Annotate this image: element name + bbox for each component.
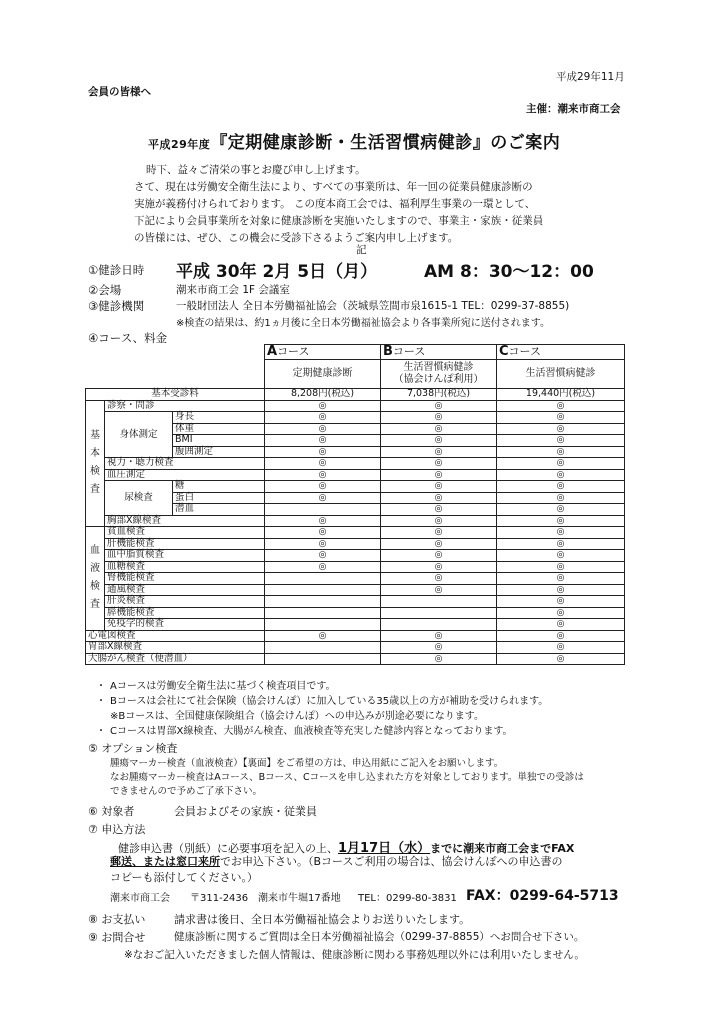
course-b-mark: ◎ [381,481,497,493]
exam-label: 貧血検査 [105,527,265,539]
course-a-mark [265,619,381,631]
course-b-mark: ◎ [381,504,497,516]
privacy-note: ※なおご記入いただきました個人情報は、健康診断に関わる事務処理以外には利用いたしません。 [124,949,585,961]
course-a-mark: ◎ [265,481,381,493]
note-bullet: ・ [96,681,106,692]
course-c-header: Cコース [497,345,625,360]
exam-label: 肝機能検査 [105,538,265,550]
course-b-mark: ◎ [381,630,497,642]
note-bullet: ・ [96,696,106,707]
course-c-mark: ◎ [497,469,625,481]
intro-line: 下記により会員事業所を対象に健康診断を実施いたしますので、事業主・家族・従業員 [134,215,544,227]
exam-label: 診察・問診 [105,400,265,412]
course-b-mark: ◎ [381,584,497,596]
base-fee-label: 基本受診料 [86,389,265,401]
course-c-mark: ◎ [497,423,625,435]
course-a-mark [265,607,381,619]
contact-fax: FAX：0299-64-5713 [466,888,619,904]
org-label: ③健診機関 [88,299,145,313]
course-b-mark [381,596,497,608]
course-b-mark: ◎ [381,435,497,447]
course-c-price: 19,440円(税込) [497,389,625,401]
contact-name: 潮来市商工会 [110,893,170,904]
course-b-mark: ◎ [381,469,497,481]
page-title [148,128,560,153]
course-c-mark: ◎ [497,400,625,412]
course-c-mark: ◎ [497,435,625,447]
exam-row [86,642,625,654]
course-a-mark: ◎ [265,400,381,412]
course-b-header: Bコース [381,345,497,360]
course-b-mark: ◎ [381,561,497,573]
exam-label: 胃部X線検査 [86,642,265,654]
exam-label: 血糖検査 [105,561,265,573]
exam-label: 大腸がん検査（便潜血） [86,653,265,665]
course-b-mark: ◎ [381,550,497,562]
exam-row [86,653,625,665]
course-a-mark: ◎ [265,469,381,481]
course-c-mark: ◎ [497,492,625,504]
course-c-name: 生活習慣病健診 [497,360,625,389]
option-label: ⑤ オプション検査 [88,742,178,755]
course-b-mark: ◎ [381,653,497,665]
exam-label: 視力・聴力検査 [105,458,265,470]
course-a-mark [265,653,381,665]
category-basic: 基本検査 [86,400,105,527]
course-b-mark [381,607,497,619]
exam-label: 心電図検査 [86,630,265,642]
course-a-mark: ◎ [265,561,381,573]
course-c-mark: ◎ [497,642,625,654]
exam-label: 潜血 [173,504,265,516]
note-line: Aコースは労働安全衛生法に基づく検査項目です。 [110,681,336,692]
course-b-name: 生活習慣病健診 （協会けんぽ利用） [381,360,497,389]
exam-label: 膵機能検査 [105,607,265,619]
group-body-measure: 身体測定 [105,412,173,458]
exam-row [86,596,625,608]
exam-label: 免疫学的検査 [105,619,265,631]
course-b-mark: ◎ [381,458,497,470]
org-value: 一般財団法人 全日本労働福祉協会（茨城県笠間市泉1615-1 TEL：0299-37-8855) [176,300,570,312]
target-label: ⑥ 対象者 [88,805,135,818]
note-line: Cコースは胃部X線検査、大腸がん検査、血液検査等充実した健診内容となっております。 [110,726,513,737]
course-c-mark: ◎ [497,619,625,631]
note-line: Bコースは会社にて社会保険（協会けんぽ）に加入している35歳以上の方が補助を受けられます。 [110,696,549,707]
exam-row [86,458,625,470]
exam-row [86,573,625,585]
course-b-mark: ◎ [381,412,497,424]
ki-heading: 記 [356,244,367,256]
course-a-mark [265,573,381,585]
course-b-mark: ◎ [381,400,497,412]
course-a-price: 8,208円(税込) [265,389,381,401]
category-blood: 血液検査 [86,527,105,631]
course-a-mark: ◎ [265,492,381,504]
note-bullet: ・ [96,726,106,737]
course-b-mark: ◎ [381,423,497,435]
exam-label: 糖 [173,481,265,493]
course-c-mark: ◎ [497,573,625,585]
option-line: できませんので予めご了承下さい。 [110,786,263,797]
date-label: ①健診日時 [88,263,145,277]
course-a-mark [265,596,381,608]
course-a-header: Aコース [265,345,381,360]
exam-label: 血中脂質検査 [105,550,265,562]
exam-label: 蛋白 [173,492,265,504]
course-table [85,344,625,665]
exam-row [86,469,625,481]
course-c-mark: ◎ [497,607,625,619]
intro-line: さて、現在は労働安全衛生法により、すべての事業所は、年一回の従業員健康診断の [134,181,533,193]
course-label: ④コース、料金 [88,331,168,345]
title-era: 平成29年度 [148,138,211,151]
intro-line: 時下、益々ご清栄の事とお慶び申し上げます。 [146,164,366,176]
inquiry-value: 健康診断に関するご質問は全日本労働福祉協会（0299-37-8855）へお問合せ下さい。 [174,931,585,943]
exam-label: 体重 [173,423,265,435]
exam-row [86,630,625,642]
course-a-mark: ◎ [265,550,381,562]
note-line: ※Bコースは、全国健康保険組合（協会けんぽ）への申込みが別途必要になります。 [110,711,484,722]
group-urine: 尿検査 [105,481,173,516]
course-b-mark: ◎ [381,515,497,527]
exam-label: 通風検査 [105,584,265,596]
option-line: なお腫瘍マーカー検査はAコース、Bコース、Cコースを申し込まれた方を対象としております。単独での受診は [110,772,584,783]
exam-label: 腎機能検査 [105,573,265,585]
course-b-mark: ◎ [381,446,497,458]
course-a-mark: ◎ [265,527,381,539]
course-c-mark: ◎ [497,653,625,665]
exam-label: 身長 [173,412,265,424]
exam-label: 肝炎検査 [105,596,265,608]
course-a-mark [265,642,381,654]
course-b-price: 7,038円(税込) [381,389,497,401]
exam-row [86,619,625,631]
course-c-mark: ◎ [497,561,625,573]
exam-row [86,538,625,550]
course-c-mark: ◎ [497,630,625,642]
venue-value: 潮来市商工会 1F 会議室 [176,284,290,296]
contact-tel: TEL：0299-80-3831 [358,893,457,904]
exam-row [86,515,625,527]
exam-row [86,584,625,596]
course-a-mark [265,504,381,516]
exam-label: 胸部X線検査 [105,515,265,527]
course-a-name: 定期健康診断 [265,360,381,389]
contact-address: 潮来市牛堀17番地 [258,893,341,904]
venue-label: ②会場 [88,283,122,297]
exam-row [86,400,625,412]
apply-line-3: コピーも添付してください。） [110,871,259,884]
course-c-mark: ◎ [497,504,625,516]
host-organization: 主催：潮来市商工会 [526,103,621,115]
exam-row [86,481,625,493]
time-value: AM 8：30～12：00 [424,262,594,282]
exam-row [86,550,625,562]
course-a-mark: ◎ [265,435,381,447]
course-a-mark: ◎ [265,446,381,458]
document-date: 平成29年11月 [556,71,625,83]
course-b-mark: ◎ [381,492,497,504]
org-note: ※検査の結果は、約1ヵ月後に全日本労働福祉協会より各事業所宛に送付されます。 [176,318,550,329]
course-c-mark: ◎ [497,515,625,527]
addressee: 会員の皆様へ [88,86,151,98]
course-a-mark [265,584,381,596]
course-c-mark: ◎ [497,584,625,596]
course-a-mark: ◎ [265,538,381,550]
exam-row [86,607,625,619]
course-a-mark: ◎ [265,458,381,470]
course-c-mark: ◎ [497,412,625,424]
apply-line-1: 健診申込書（別紙）に必要事項を記入の上、1月17日（水）までに潮来市商工会までFAX [118,841,575,856]
exam-label: 腹囲測定 [173,446,265,458]
course-b-mark: ◎ [381,642,497,654]
target-value: 会員およびその家族・従業員 [174,805,317,818]
inquiry-label: ⑨ お問合せ [88,931,146,944]
exam-row [86,412,625,424]
payment-label: ⑧ お支払い [88,913,146,926]
course-b-mark: ◎ [381,573,497,585]
course-a-mark: ◎ [265,412,381,424]
option-line: 腫瘍マーカー検査（血液検査）【裏面】をご希望の方は、申込用紙にご記入をお願いします。 [110,758,504,769]
course-b-mark: ◎ [381,538,497,550]
intro-line: 実施が義務付けられております。 この度本商工会では、福利厚生事業の一環として、 [134,198,536,210]
exam-label: BMI [173,435,265,447]
course-c-mark: ◎ [497,481,625,493]
exam-row [86,527,625,539]
course-b-mark: ◎ [381,527,497,539]
course-a-mark: ◎ [265,423,381,435]
course-c-mark: ◎ [497,538,625,550]
course-c-mark: ◎ [497,458,625,470]
exam-label: 血圧測定 [105,469,265,481]
course-c-mark: ◎ [497,596,625,608]
contact-postal: 〒311-2436 [190,893,249,904]
payment-value: 請求書は後日、全日本労働福祉協会よりお送りいたします。 [174,913,471,926]
course-c-mark: ◎ [497,550,625,562]
course-a-mark: ◎ [265,515,381,527]
date-value: 平成 30年 2月 5日（月） [176,262,378,282]
title-main: 『定期健康診断・生活習慣病健診』のご案内 [210,133,561,153]
apply-line-2: 郵送、または窓口来所でお申込下さい。（Bコースご利用の場合は、協会けんぽへの申込書の [110,855,563,868]
course-b-mark [381,619,497,631]
intro-line: の皆様には、ぜひ、この機会に受診下さるようご案内申し上げます。 [134,232,459,244]
apply-label: ⑦ 申込方法 [88,823,146,836]
exam-row [86,561,625,573]
course-c-mark: ◎ [497,446,625,458]
course-c-mark: ◎ [497,527,625,539]
course-a-mark: ◎ [265,630,381,642]
